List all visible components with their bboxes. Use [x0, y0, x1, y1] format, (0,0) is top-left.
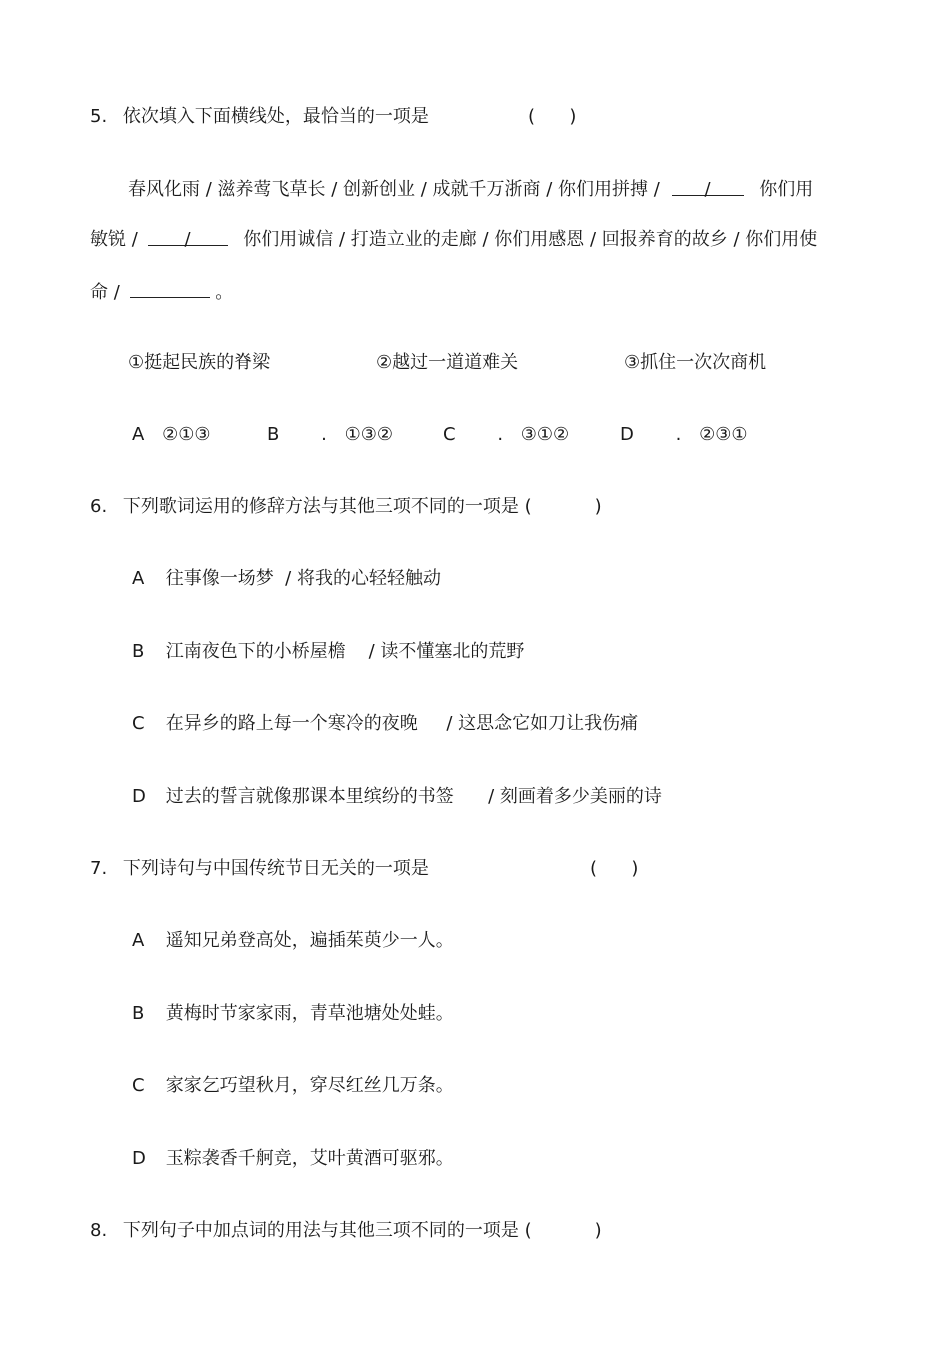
option-text: 玉粽袭香千舸竞，艾叶黄酒可驱邪。	[165, 1148, 454, 1169]
option-letter: C	[132, 713, 145, 734]
question-8-stem-line	[90, 1218, 602, 1244]
blank-separator: /	[184, 229, 191, 250]
option-dot: .	[321, 424, 327, 445]
question-number: 7.	[90, 858, 108, 879]
question-5-passage-line-3	[90, 279, 233, 306]
question-stem: 下列歌词运用的修辞方法与其他三项不同的一项是	[122, 496, 519, 517]
fill-in-blank[interactable]	[130, 279, 210, 298]
fill-in-blank[interactable]	[148, 227, 228, 250]
option-dot: .	[675, 424, 682, 445]
option-letter: D	[620, 424, 634, 445]
question-6-option-c[interactable]	[132, 711, 638, 737]
option-letter: B	[267, 424, 280, 445]
option-letter: A	[132, 568, 145, 589]
option-text: ②③①	[699, 424, 748, 445]
option-dot: .	[497, 424, 504, 445]
question-number: 8.	[90, 1220, 108, 1241]
question-stem: 下列诗句与中国传统节日无关的一项是	[122, 858, 429, 879]
option-text: ①③②	[344, 424, 393, 445]
item-2: ②越过一道道难关	[376, 352, 519, 373]
question-5-passage-line-1	[128, 177, 813, 203]
passage-text: 敏锐 /	[90, 229, 138, 250]
item-1: ①挺起民族的脊梁	[128, 352, 271, 373]
option-letter: A	[132, 930, 145, 951]
question-7-option-a[interactable]	[132, 928, 454, 954]
question-7-option-d[interactable]	[132, 1146, 454, 1172]
option-d[interactable]	[620, 422, 748, 448]
option-letter: B	[132, 641, 145, 662]
answer-parentheses: ( )	[524, 1220, 602, 1241]
question-7-option-b[interactable]	[132, 1001, 454, 1027]
option-letter: D	[132, 1148, 146, 1169]
question-6-option-a[interactable]	[132, 566, 441, 592]
question-5-options	[132, 422, 772, 448]
question-5-passage-line-2	[90, 227, 817, 253]
answer-parentheses: ( )	[528, 106, 577, 127]
option-text: ③①②	[520, 424, 570, 445]
option-b[interactable]	[267, 422, 393, 448]
passage-text: 你们用	[759, 179, 814, 200]
option-text: 江南夜色下的小桥屋檐 / 读不懂塞北的荒野	[165, 641, 525, 662]
question-5-stem-line	[90, 104, 577, 130]
question-number: 6.	[90, 496, 108, 517]
option-a[interactable]	[132, 422, 210, 448]
option-letter: D	[132, 786, 146, 807]
option-letter: C	[132, 1075, 145, 1096]
option-text: 家家乞巧望秋月，穿尽红丝几万条。	[165, 1075, 454, 1096]
option-text: 往事像一场梦 / 将我的心轻轻触动	[165, 568, 441, 589]
passage-text: 你们用诚信 / 打造立业的走廊 / 你们用感恩 / 回报养育的故乡 / 你们用使	[243, 229, 818, 250]
option-text: 过去的誓言就像那课本里缤纷的书签 / 刻画着多少美丽的诗	[165, 786, 662, 807]
question-number: 5.	[90, 106, 108, 127]
passage-text: 命 /	[90, 282, 120, 303]
question-stem: 下列句子中加点词的用法与其他三项不同的一项是	[122, 1220, 519, 1241]
option-c[interactable]	[443, 422, 569, 448]
option-text: 在异乡的路上每一个寒冷的夜晚 / 这思念它如刀让我伤痛	[165, 713, 639, 734]
question-stem: 依次填入下面横线处，最恰当的一项是	[122, 106, 429, 127]
answer-parentheses: ( )	[590, 858, 639, 879]
question-6-option-d[interactable]	[132, 784, 662, 810]
question-6-option-b[interactable]	[132, 639, 524, 665]
question-7-option-c[interactable]	[132, 1073, 454, 1099]
option-text: ②①③	[162, 424, 211, 445]
option-text: 黄梅时节家家雨，青草池塘处处蛙。	[165, 1003, 454, 1024]
option-letter: B	[132, 1003, 145, 1024]
answer-parentheses: ( )	[524, 496, 602, 517]
option-letter: C	[443, 424, 456, 445]
blank-separator: /	[704, 179, 711, 200]
question-6-stem-line	[90, 494, 602, 520]
option-letter: A	[132, 424, 145, 445]
passage-period: 。	[215, 282, 234, 303]
passage-text: 春风化雨 / 滋养莺飞草长 / 创新创业 / 成就千万浙商 / 你们用拼搏 /	[128, 179, 660, 200]
fill-in-blank[interactable]	[672, 177, 744, 200]
option-text: 遥知兄弟登高处，遍插茱萸少一人。	[165, 930, 454, 951]
item-3: ③抓住一次次商机	[624, 352, 767, 373]
question-7-stem-line	[90, 856, 639, 882]
